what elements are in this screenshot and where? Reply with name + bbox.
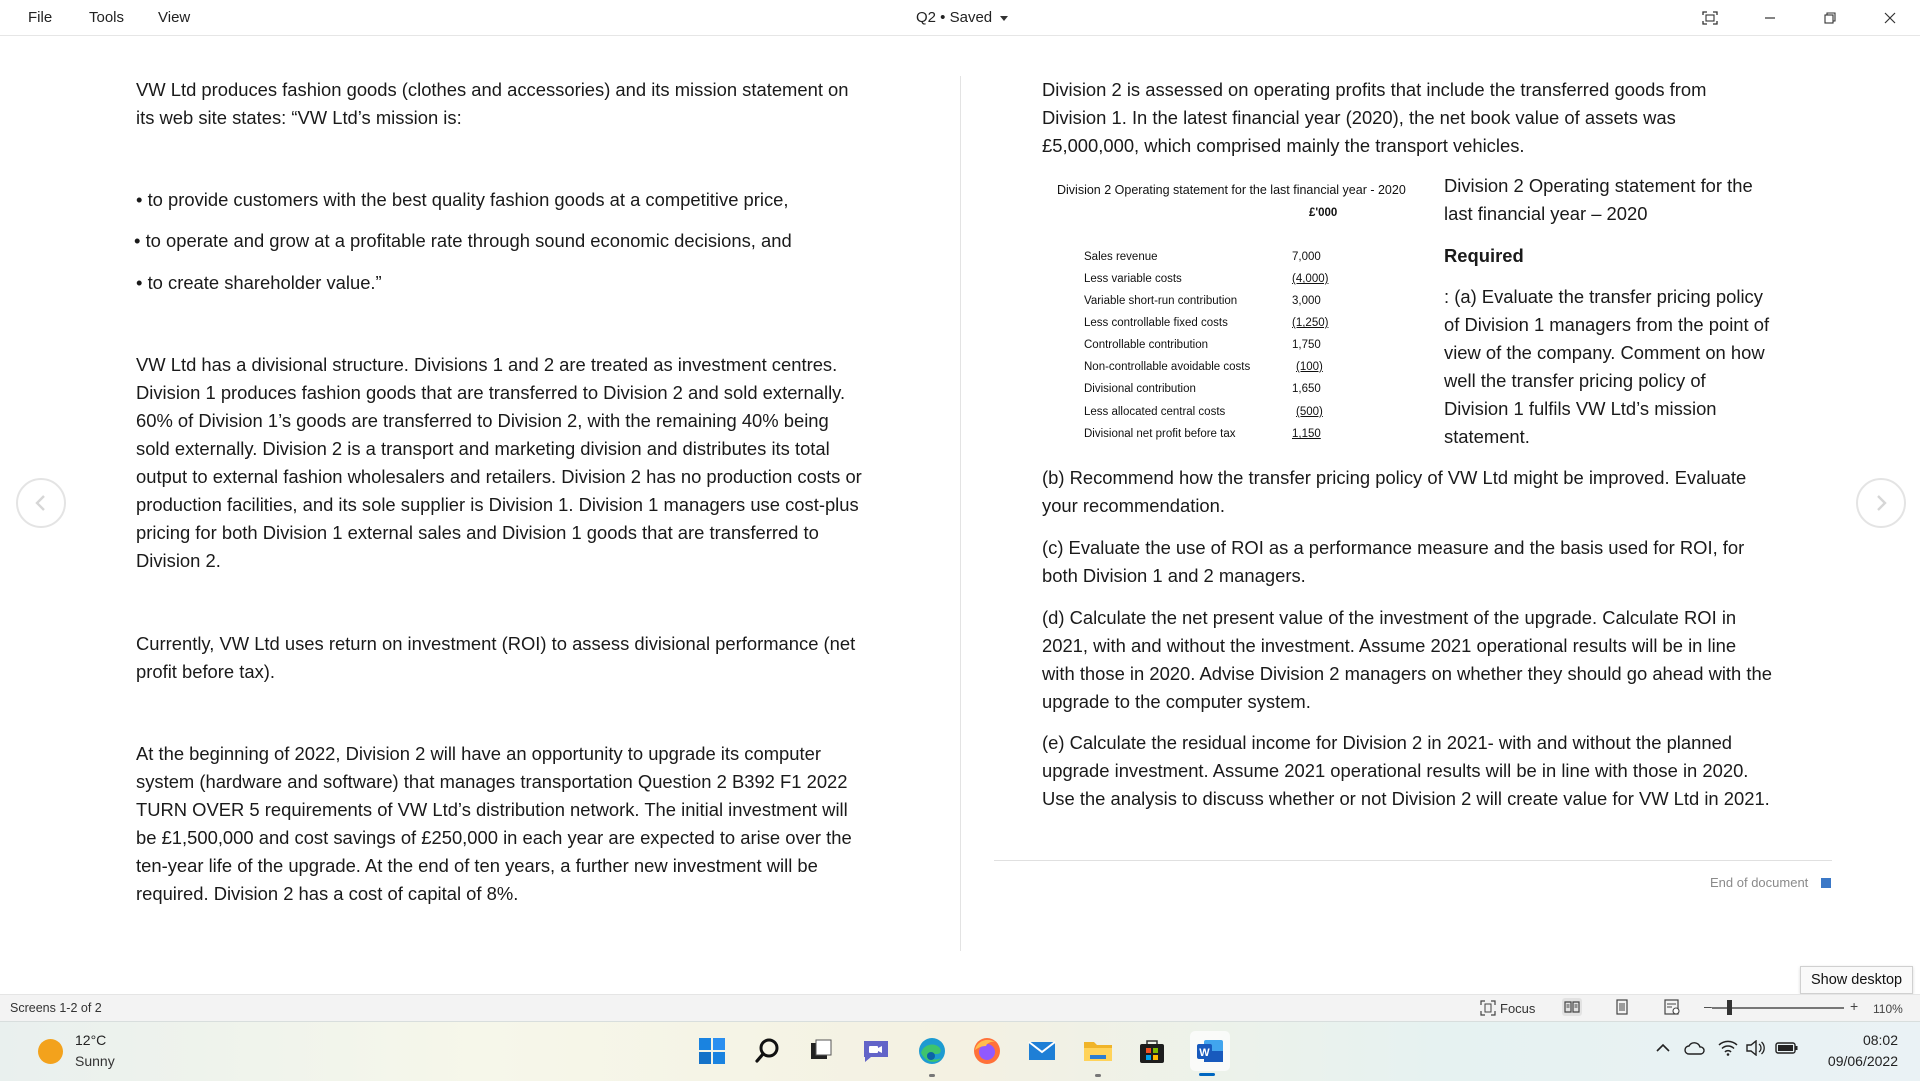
figure-title: Division 2 Operating statement for the last financial year - 2020 bbox=[1057, 183, 1406, 197]
status-bar bbox=[0, 994, 1920, 1021]
requirement-d bbox=[1042, 604, 1772, 716]
statement-row-label: Less variable costs bbox=[1084, 273, 1182, 285]
next-page-button[interactable] bbox=[1856, 478, 1906, 528]
side-caption-text: Division 2 Operating statement for the last financial year – 2020 bbox=[1444, 175, 1753, 224]
statement-row-label: Less allocated central costs bbox=[1084, 406, 1226, 418]
svg-text:W: W bbox=[1199, 1047, 1210, 1059]
bullet-text: to operate and grow at a profitable rate through sound economic decisions, and bbox=[145, 230, 792, 251]
zoom-level[interactable]: 110% bbox=[1873, 1002, 1903, 1016]
active-app-indicator bbox=[1199, 1073, 1215, 1076]
roi-paragraph bbox=[136, 630, 866, 686]
side-caption bbox=[1444, 172, 1774, 228]
speaker-icon bbox=[1745, 1040, 1765, 1056]
chat-icon bbox=[861, 1037, 891, 1065]
bullet-text: to provide customers with the best quality fashion goods at a competitive price, bbox=[147, 189, 789, 210]
fullscreen-icon bbox=[1702, 11, 1718, 25]
required-heading-text: Required bbox=[1444, 245, 1524, 266]
word-icon bbox=[1195, 1037, 1225, 1065]
running-indicator bbox=[1095, 1074, 1101, 1077]
requirement-a-text: : (a) Evaluate the transfer pricing policy of Division 1 managers from the point of view of the company. Comment on how well the transfer pricing policy of Division 1 fulfils VW Ltd’s mission statement. bbox=[1444, 286, 1770, 447]
menu-tools[interactable]: Tools bbox=[89, 9, 125, 26]
requirement-b-text: (b) Recommend how the transfer pricing policy of VW Ltd might be improved. Evaluate your recommendation. bbox=[1042, 467, 1747, 516]
edge-button[interactable] bbox=[914, 1033, 950, 1069]
left-intro bbox=[136, 76, 866, 132]
mail-icon bbox=[1027, 1038, 1057, 1064]
statement-row-value: (100) bbox=[1296, 361, 1323, 373]
mail-button[interactable] bbox=[1024, 1033, 1060, 1069]
bullet-text: to create shareholder value.” bbox=[147, 272, 382, 293]
statement-row-value: 1,650 bbox=[1292, 383, 1321, 395]
statement-row-label: Controllable contribution bbox=[1084, 339, 1209, 351]
structure-paragraph bbox=[136, 351, 866, 575]
read-mode-button[interactable] bbox=[1562, 998, 1582, 1016]
statement-row-label: Non-controllable avoidable costs bbox=[1084, 361, 1251, 373]
print-layout-button[interactable] bbox=[1612, 998, 1632, 1016]
requirement-e bbox=[1042, 729, 1772, 813]
statement-row-label: Sales revenue bbox=[1084, 251, 1158, 263]
web-layout-icon bbox=[1662, 998, 1682, 1016]
store-button[interactable] bbox=[1134, 1033, 1170, 1069]
fullscreen-button[interactable] bbox=[1680, 0, 1740, 35]
folder-icon bbox=[1082, 1037, 1114, 1065]
document-title-label: Q2 • Saved bbox=[916, 9, 993, 26]
investment-text: At the beginning of 2022, Division 2 will have an opportunity to upgrade its computer system (hardware and software) that manages transportation Question 2 B392 F1 2022 TURN OVER 5 requirements of VW Ltd’s distribution network. The initial investment will be £1,500,000 and cost savings of £250,000 in each year are expected to arise over the ten-year life of the upgrade. At the end of ten years, a further new investment will be required. Division 2 has a cost of capital of 8%. bbox=[136, 743, 852, 904]
minimize-button[interactable] bbox=[1740, 0, 1800, 35]
requirement-a bbox=[1444, 283, 1770, 451]
minimize-icon bbox=[1764, 12, 1776, 24]
chevron-up-icon bbox=[1655, 1040, 1671, 1056]
focus-button[interactable] bbox=[1480, 1000, 1535, 1016]
statement-row-value: 1,750 bbox=[1292, 339, 1321, 351]
roi-text: Currently, VW Ltd uses return on investment (ROI) to assess divisional performance (net profit before tax). bbox=[136, 633, 856, 682]
page-icon bbox=[1612, 998, 1632, 1016]
figure-unit: £'000 bbox=[1309, 207, 1338, 219]
title-bar bbox=[0, 0, 1920, 36]
word-button[interactable] bbox=[1190, 1031, 1230, 1071]
menu-file[interactable]: File bbox=[28, 9, 53, 26]
task-view-icon bbox=[807, 1037, 835, 1065]
statement-row-label: Divisional net profit before tax bbox=[1084, 428, 1236, 440]
required-heading bbox=[1444, 242, 1774, 270]
statement-row-value: (4,000) bbox=[1292, 273, 1329, 285]
search-icon bbox=[754, 1037, 782, 1065]
store-icon bbox=[1137, 1036, 1167, 1066]
focus-icon bbox=[1480, 1000, 1496, 1016]
requirement-d-text: (d) Calculate the net present value of the investment of the upgrade. Calculate ROI in 2021, with and without the investment. Assume 2021 operational results will be in line with those in 2020. Advise Division 2 managers on whether they should go ahead with the upgrade to the computer system. bbox=[1042, 607, 1772, 712]
weather-temperature[interactable]: 12°C bbox=[75, 1032, 107, 1048]
bullet-item: • to operate and grow at a profitable rate through sound economic decisions, and bbox=[134, 230, 792, 251]
task-view-button[interactable] bbox=[803, 1033, 839, 1069]
search-button[interactable] bbox=[750, 1033, 786, 1069]
menu-view[interactable]: View bbox=[158, 9, 191, 26]
onedrive-button[interactable] bbox=[1684, 1040, 1706, 1061]
taskbar bbox=[0, 1021, 1920, 1081]
division2-intro: Division 2 is assessed on operating profits that include the transferred goods from Division 1. In the latest financial year (2020), the net book value of assets was £5,000,000, which comprised mainly the transport vehicles. bbox=[1042, 79, 1707, 156]
wifi-icon bbox=[1718, 1040, 1738, 1056]
restore-icon bbox=[1824, 12, 1836, 24]
statement-row-value: 7,000 bbox=[1292, 251, 1321, 263]
teams-chat-button[interactable] bbox=[858, 1033, 894, 1069]
investment-paragraph bbox=[136, 740, 866, 908]
close-button[interactable] bbox=[1860, 0, 1920, 35]
weather-condition[interactable]: Sunny bbox=[75, 1053, 115, 1069]
battery-icon bbox=[1775, 1040, 1799, 1056]
wifi-button[interactable] bbox=[1718, 1040, 1738, 1061]
structure-text: VW Ltd has a divisional structure. Divisions 1 and 2 are treated as investment centres. Division 1 produces fashion goods that are transferred to Division 2 and sold externally. 60% of Division 1’s goods are transferred to Division 2, with the remaining 40% being sold externally. Division 2 is a transport and marketing division and distributes its total output to external fashion wholesalers and retailers. Division 2 has no production costs or production facilities, and its sole supplier is Division 1. Division 1 managers use cost-plus pricing for both Division 1 external sales and Division 1 goods that are transferred to Division 2. bbox=[136, 354, 862, 571]
focus-label: Focus bbox=[1500, 1000, 1536, 1016]
windows-logo-icon bbox=[698, 1037, 726, 1065]
previous-page-button[interactable] bbox=[16, 478, 66, 528]
close-icon bbox=[1884, 12, 1896, 24]
end-of-document-label: End of document bbox=[1710, 875, 1809, 890]
requirement-c bbox=[1042, 534, 1772, 590]
firefox-icon bbox=[972, 1036, 1002, 1066]
statement-row-value: 1,150 bbox=[1292, 428, 1321, 440]
statement-row-label: Less controllable fixed costs bbox=[1084, 317, 1228, 329]
volume-button[interactable] bbox=[1745, 1040, 1765, 1061]
file-explorer-button[interactable] bbox=[1080, 1033, 1116, 1069]
document-title[interactable] bbox=[916, 9, 1008, 26]
statement-row-label: Divisional contribution bbox=[1084, 383, 1196, 395]
book-icon bbox=[1562, 998, 1582, 1016]
edge-icon bbox=[917, 1036, 947, 1066]
intro-paragraph: VW Ltd produces fashion goods (clothes and accessories) and its mission statement on its web site states: “VW Ltd’s mission is: bbox=[136, 79, 849, 128]
clock-time[interactable]: 08:02 bbox=[1862, 1032, 1898, 1048]
clock-date[interactable]: 09/06/2022 bbox=[1827, 1053, 1898, 1069]
battery-button[interactable] bbox=[1775, 1040, 1799, 1061]
chevron-right-icon bbox=[1875, 495, 1887, 511]
cloud-icon bbox=[1684, 1040, 1706, 1056]
running-indicator bbox=[929, 1074, 935, 1077]
chevron-left-icon bbox=[35, 495, 47, 511]
requirement-c-text: (c) Evaluate the use of ROI as a performance measure and the basis used for ROI, for both Division 1 and 2 managers. bbox=[1042, 537, 1745, 586]
requirement-e-text: (e) Calculate the residual income for Division 2 in 2021- with and without the planned upgrade investment. Assume 2021 operational results will be in line with those in 2020. Use the analysis to discuss whether or not Division 2 will create value for VW Ltd in 2021. bbox=[1042, 732, 1770, 809]
screens-indicator: Screens 1-2 of 2 bbox=[10, 1001, 102, 1015]
end-marker bbox=[1821, 878, 1831, 888]
statement-row-label: Variable short-run contribution bbox=[1084, 295, 1238, 307]
column-divider bbox=[960, 76, 961, 951]
show-desktop-tooltip: Show desktop bbox=[1800, 966, 1913, 994]
web-layout-button[interactable] bbox=[1662, 998, 1682, 1016]
chevron-down-icon bbox=[1000, 16, 1008, 21]
zoom-slider-thumb[interactable] bbox=[1727, 1000, 1732, 1015]
right-intro bbox=[1042, 76, 1772, 160]
statement-row-value: (1,250) bbox=[1292, 317, 1329, 329]
bullet-item: • to create shareholder value.” bbox=[136, 272, 382, 293]
tray-overflow-button[interactable] bbox=[1655, 1040, 1671, 1061]
firefox-button[interactable] bbox=[969, 1033, 1005, 1069]
sun-icon[interactable] bbox=[38, 1039, 63, 1064]
statement-row-value: 3,000 bbox=[1292, 295, 1321, 307]
bullet-item: • to provide customers with the best quality fashion goods at a competitive price, bbox=[136, 189, 789, 210]
end-divider bbox=[994, 860, 1832, 861]
start-button[interactable] bbox=[694, 1033, 730, 1069]
restore-button[interactable] bbox=[1800, 0, 1860, 35]
zoom-out-button[interactable]: – bbox=[1704, 998, 1712, 1014]
zoom-in-button[interactable]: + bbox=[1850, 998, 1859, 1014]
statement-row-value: (500) bbox=[1296, 406, 1323, 418]
requirement-b bbox=[1042, 464, 1772, 520]
